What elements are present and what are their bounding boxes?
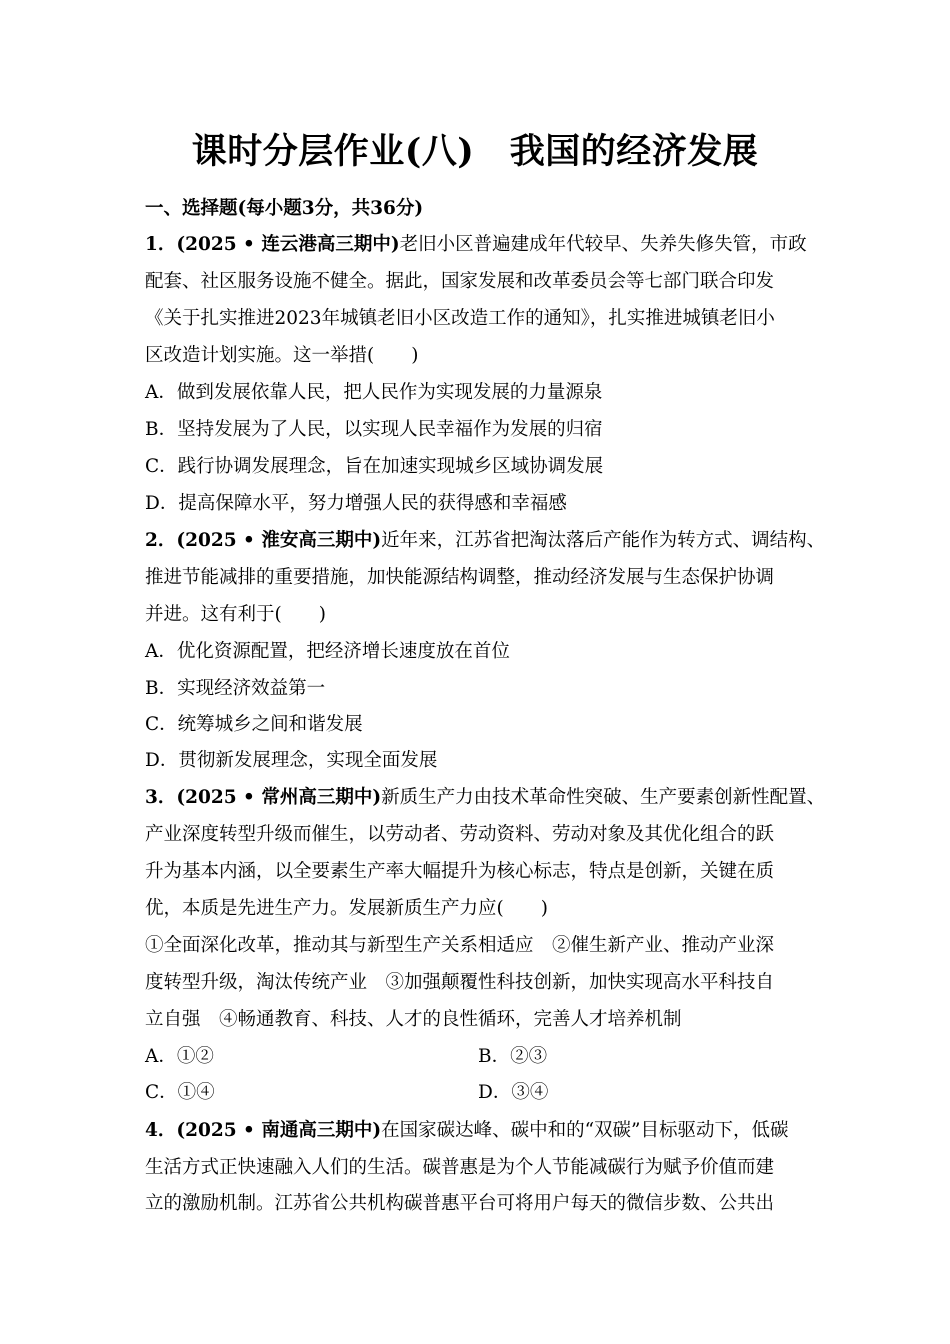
option-label: B．: [145, 419, 178, 440]
question-1-line-3: 《关于扎实推进2023年城镇老旧小区改造工作的通知》，扎实推进城镇老旧小: [145, 308, 775, 329]
question-2-line-2: 推进节能减排的重要措施，加快能源结构调整，推动经济发展与生态保护协调: [145, 567, 775, 588]
question-3-number: 3．: [145, 787, 177, 808]
question-2-option-d[interactable]: [145, 748, 437, 774]
question-3-line-2: 产业深度转型升级而催生，以劳动者、劳动资料、劳动对象及其优化组合的跃: [145, 824, 775, 845]
question-3-source: (2025 • 常州高三期中): [176, 787, 382, 808]
question-1-option-c[interactable]: [145, 454, 603, 480]
section-heading: 一、选择题(每小题3分，共36分): [145, 198, 424, 219]
question-2-option-a[interactable]: [145, 639, 510, 665]
option-text: ②③: [510, 1046, 548, 1067]
option-text: 实现经济效益第一: [177, 678, 326, 699]
option-label: A．: [145, 1046, 177, 1067]
question-1-source: (2025 • 连云港高三期中): [176, 234, 400, 255]
question-2-text: 近年来，江苏省把淘汰落后产能作为转方式、调结构、: [381, 530, 826, 551]
option-label: C．: [145, 456, 178, 477]
option-label: D．: [145, 493, 179, 514]
option-label: A．: [145, 382, 177, 403]
question-3-option-a[interactable]: [145, 1044, 214, 1070]
option-label: B．: [478, 1046, 511, 1067]
question-4-line-2: 生活方式正快速融入人们的生活。碳普惠是为个人节能减碳行为赋予价值而建: [145, 1157, 775, 1178]
question-3-text: 新质生产力由技术革命性突破、生产要素创新性配置、: [381, 787, 826, 808]
question-2-number: 2．: [145, 530, 177, 551]
question-2-option-b[interactable]: [145, 676, 325, 702]
option-text: 贯彻新发展理念，实现全面发展: [178, 750, 438, 771]
question-3-option-c[interactable]: [145, 1080, 215, 1106]
question-1-number: 1．: [145, 234, 177, 255]
option-text: 坚持发展为了人民，以实现人民幸福作为发展的归宿: [177, 419, 603, 440]
option-label: A．: [145, 641, 177, 662]
question-4-number: 4．: [145, 1120, 177, 1141]
option-text: ③④: [511, 1082, 549, 1103]
question-3-line-3: 升为基本内涵，以全要素生产率大幅提升为核心标志，特点是创新，关键在质: [145, 861, 775, 882]
option-label: C．: [145, 1082, 178, 1103]
option-text: 做到发展依靠人民，把人民作为实现发展的力量源泉: [176, 382, 603, 403]
question-4-source: (2025 • 南通高三期中): [176, 1120, 382, 1141]
question-1-line-4: 区改造计划实施。这一举措( ): [145, 345, 419, 366]
question-3-line-4: 优，本质是先进生产力。发展新质生产力应( ): [145, 898, 548, 919]
option-text: 统筹城乡之间和谐发展: [177, 714, 363, 735]
question-3-option-d[interactable]: [478, 1080, 548, 1106]
question-4-line-3: 立的激励机制。江苏省公共机构碳普惠平台可将用户每天的微信步数、公共出: [145, 1193, 775, 1214]
option-text: ①④: [177, 1082, 215, 1103]
question-1-text: 老旧小区普遍建成年代较早、失养失修失管，市政: [399, 234, 807, 255]
question-1-option-d[interactable]: [145, 491, 567, 517]
question-2-line-3: 并进。这有利于( ): [145, 604, 326, 625]
question-1-option-a[interactable]: [145, 380, 602, 406]
option-label: D．: [478, 1082, 512, 1103]
question-3-statement-line-1: ①全面深化改革，推动其与新型生产关系相适应 ②催生新产业、推动产业深: [145, 935, 775, 956]
option-label: C．: [145, 714, 178, 735]
question-3-option-b[interactable]: [478, 1044, 547, 1070]
question-3-line-1: [145, 785, 825, 811]
question-3-statement-line-2: 度转型升级，淘汰传统产业 ③加强颠覆性科技创新，加快实现高水平科技自: [145, 972, 775, 993]
option-label: D．: [145, 750, 179, 771]
page-title: 课时分层作业(八) 我国的经济发展: [191, 131, 759, 172]
question-4-text: 在国家碳达峰、碳中和的“双碳”目标驱动下，低碳: [381, 1120, 789, 1141]
question-1-line-1: [145, 232, 807, 258]
question-2-source: (2025 • 淮安高三期中): [176, 530, 382, 551]
question-3-statement-line-3: 立自强 ④畅通教育、科技、人才的良性循环，完善人才培养机制: [145, 1009, 682, 1030]
question-1-line-2: 配套、社区服务设施不健全。据此，国家发展和改革委员会等七部门联合印发: [145, 271, 775, 292]
option-label: B．: [145, 678, 178, 699]
question-2-line-1: [145, 528, 825, 554]
question-1-option-b[interactable]: [145, 417, 603, 443]
option-text: 提高保障水平，努力增强人民的获得感和幸福感: [178, 493, 567, 514]
question-2-option-c[interactable]: [145, 712, 363, 738]
option-text: ①②: [176, 1046, 214, 1067]
question-4-line-1: [145, 1118, 789, 1144]
option-text: 优化资源配置，把经济增长速度放在首位: [176, 641, 510, 662]
option-text: 践行协调发展理念，旨在加速实现城乡区域协调发展: [177, 456, 604, 477]
